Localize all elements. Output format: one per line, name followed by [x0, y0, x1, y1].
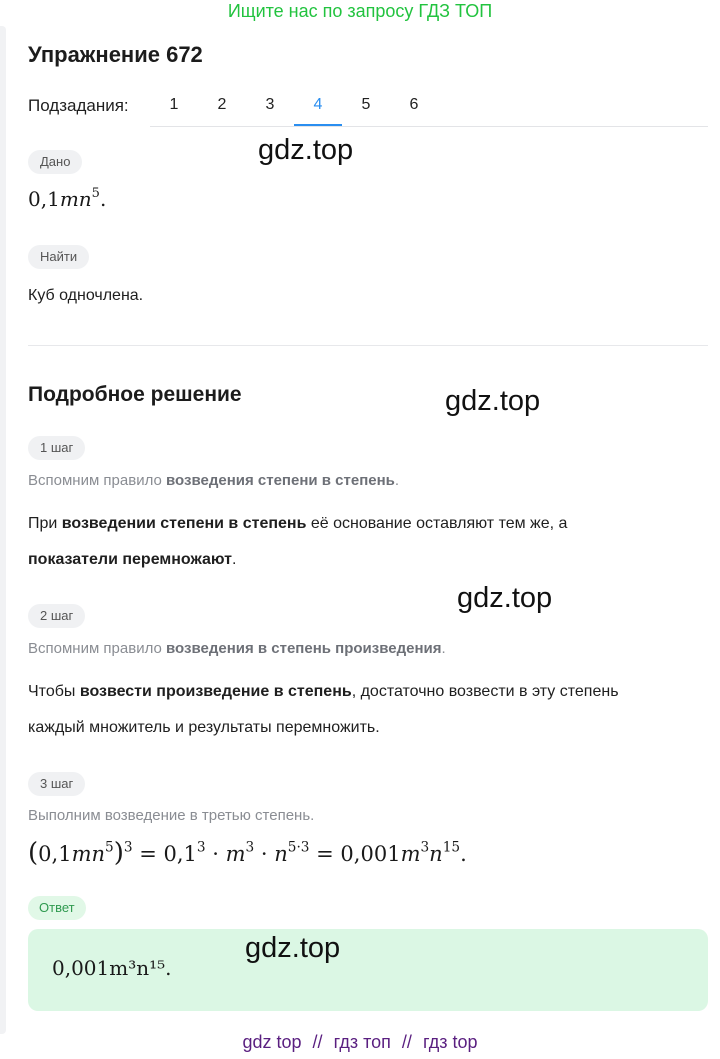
step-2-hint — [28, 640, 446, 657]
step-2-hint-post: . — [441, 640, 446, 657]
footer-link-1[interactable]: gdz top — [242, 1032, 302, 1052]
step-1-hint-pre: Вспомним правило — [28, 472, 167, 489]
watermark: gdz.top — [445, 385, 541, 417]
watermark: gdz.top — [245, 932, 341, 964]
section-divider — [28, 345, 708, 346]
step-1-body-1: При — [28, 515, 62, 532]
left-edge-bar — [0, 26, 6, 1034]
step-2-body-4: каждый множитель и результаты перемножить. — [28, 719, 380, 736]
subtask-tab-5[interactable]: 5 — [361, 96, 371, 113]
answer-badge: Ответ — [28, 896, 86, 920]
footer-separator: // — [312, 1032, 323, 1052]
footer-separator: // — [401, 1032, 412, 1052]
step-1-hint-bold: возведения степени в степень — [166, 472, 395, 489]
subtasks-label: Подзадания: — [28, 96, 129, 115]
watermark: gdz.top — [457, 582, 553, 614]
footer-link-3[interactable]: гдз top — [422, 1032, 478, 1052]
footer-links — [0, 1032, 720, 1053]
step-2-body-3: , достаточно возвести в эту степень — [351, 683, 619, 700]
step-2-hint-pre: Вспомним правило — [28, 640, 167, 657]
step-3-formula: $(0,1mn^5)^3 = 0,1^3 \cdot m^3 \cdot n^{5\cdot 3} = 0,001m^3n^{15}$. — [28, 838, 467, 868]
step-1-hint-post: . — [394, 472, 400, 489]
given-exp: 5 — [91, 185, 100, 201]
subtask-tab-4[interactable]: 4 — [294, 88, 342, 126]
given-end: . — [99, 187, 107, 211]
step-3-hint: Выполним возведение в третью степень. — [28, 807, 315, 824]
subtask-tab-3[interactable]: 3 — [265, 96, 275, 113]
step-1-body-2: возведении степени в степень — [61, 515, 307, 532]
find-badge: Найти — [28, 245, 89, 269]
step-2-body-2: возвести произведение в степень — [79, 683, 352, 700]
answer-box — [28, 929, 708, 1011]
step-1-hint — [28, 472, 399, 489]
step-3-badge: 3 шаг — [28, 772, 85, 796]
solution-title: Подробное решение — [28, 383, 242, 406]
subtask-tab-1[interactable]: 1 — [169, 96, 179, 113]
given-expression — [28, 187, 106, 211]
step-2-badge: 2 шаг — [28, 604, 85, 628]
given-base: mn — [59, 187, 92, 211]
find-text: Куб одночлена. — [28, 287, 144, 304]
step-2-hint-bold: возведения в степень произведения — [166, 640, 442, 657]
step-2-body — [28, 674, 619, 746]
exercise-title: Упражнение 672 — [28, 42, 203, 67]
watermark: gdz.top — [258, 134, 354, 166]
step-1-body-5: . — [231, 551, 237, 568]
step-1-body-3: её основание оставляют тем же, а — [306, 515, 568, 532]
subtasks-tabs — [150, 88, 708, 127]
exercise-card — [28, 26, 708, 1034]
given-badge: Дано — [28, 150, 82, 174]
subtask-tab-6[interactable]: 6 — [409, 96, 419, 113]
step-1-body-4: показатели перемножают — [28, 551, 232, 568]
given-coef: 0,1 — [28, 187, 60, 211]
subtask-tab-2[interactable]: 2 — [217, 96, 227, 113]
footer-link-2[interactable]: гдз топ — [333, 1032, 391, 1052]
step-1-body — [28, 506, 567, 578]
step-1-badge: 1 шаг — [28, 436, 85, 460]
answer-value: 0,001m³n¹⁵. — [52, 956, 172, 980]
top-banner: Ищите нас по запросу ГДЗ ТОП — [227, 1, 493, 21]
step-2-body-1: Чтобы — [28, 683, 80, 700]
